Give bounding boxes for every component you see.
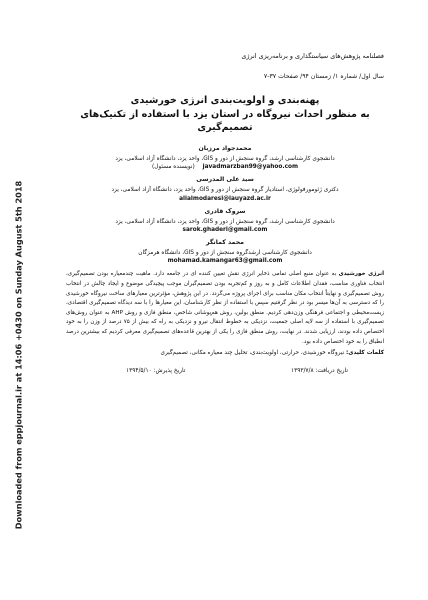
journal-name: فصلنامه پژوهش‌های سیاستگذاری و برنامه‌ریزی انرژی: [241, 52, 384, 60]
author-name: سید علی المدرسی: [196, 176, 254, 184]
paper-title: [66, 94, 384, 135]
abstract-text: به عنوان منبع اصلی تمامی ذخایر انرژی نقش تعیین کننده ای در جامعه دارد. ماهیت چندمعیاره بودن تصمیم‌گیری، انتخاب فناوری مناسب، فقدان اطلاعات کامل و به روز و کم‌تجربه بودن تصمیم‌گیران موجب پیچیدگی موضوع و ایجاد چالش در انتخاب روش تصمیم‌گیری و نهایتاً انتخاب مکان مناسب برای اجرای پروژه می‌گردد. در این پژوهش، مؤثرترین معیارهای ساخت نیروگاه خورشیدی را که دسترسی به آن‌ها میسر بود در نظر گرفتیم سپس با استفاده از نظر کارشناسان، این معیارها را با سه دیدگاه تصمیم‌گیری اقتصادی، زیست‌محیطی و اجتماعی فرهنگی وزن‌دهی کردیم. منطق بولین، روش هم‌پوشانی شاخص، منطق فازی و روش AHP به عنوان روش‌های تصمیم‌گیری با استفاده از سه لایه اصلی جمعیت، نزدیکی به خطوط انتقال نیرو و نزدیکی به راه که بیش از ۷۵ درصد از وزن را به خود اختصاص داده بودند، ارزیابی شدند. در نهایت، روش منطق فازی را یکی از بهترین قاعده‌های تصمیم‌گیری معرفی کردیم که بیشترین درصد انطباق را به خود اختصاص داده بود.: [66, 271, 384, 345]
author-email[interactable]: javadmarzban99@yahoo.com: [202, 164, 299, 171]
issue-info: سال اول/ شماره ۱/ زمستان ۹۴/ صفحات ۳۷-۷: [263, 72, 384, 80]
abstract: [66, 270, 384, 347]
received-date: تاریخ دریافت: ۱۳۹۳/۷/۸: [291, 368, 348, 375]
keywords-text: نیروگاه خورشیدی، حرارتی، اولویت‌بندی، تحلیل چند معیاره مکانی، تصمیم‌گیری: [160, 350, 346, 357]
author-name: محمدجواد مرزبان: [198, 144, 252, 152]
download-watermark: [8, 120, 28, 590]
corresponding-author-note: (نویسنده مسئول): [151, 164, 195, 171]
author-email[interactable]: sarok.ghaderi@gmail.com: [182, 226, 268, 233]
accepted-date: تاریخ پذیرش: ۱۳۹۴/۵/۱۰: [126, 368, 186, 375]
author-affiliation: دانشجوی کارشناسی ارشد، گروه سنجش از دور و GIS، واحد یزد، دانشگاه آزاد اسلامی، یزد: [115, 218, 335, 225]
paper-content: [66, 52, 384, 374]
author-email-row: [66, 164, 384, 170]
paper-title-line-2: به منظور احداث نیروگاه در استان یزد با استفاده از تکنیک‌های تصمیم‌گیری: [80, 108, 370, 134]
author-block: [66, 208, 384, 233]
author-block: [66, 239, 384, 264]
keywords-label: کلمات کلیدی:: [346, 350, 384, 357]
submission-dates: [66, 368, 384, 374]
author-email[interactable]: mohamad.kamangar63@gmail.com: [167, 258, 283, 265]
abstract-lead: انرژی خورشیدی: [338, 271, 384, 278]
author-block: [66, 145, 384, 170]
author-email[interactable]: alialmodaresi@iauyazd.ac.ir: [179, 195, 271, 202]
author-affiliation: دکتری ژئومورفولوژی، استادیار گروه سنجش از دور و GIS، واحد یزد، دانشگاه آزاد اسلامی، یزد: [111, 187, 339, 194]
keywords: [66, 349, 384, 358]
author-affiliation: دانشجوی کارشناسی ارشدگروه سنجش از دور و GIS، دانشگاه هرمزگان: [138, 249, 312, 256]
author-block: [66, 176, 384, 201]
author-affiliation: دانشجوی کارشناسی ارشد، گروه سنجش از دور و GIS، واحد یزد، دانشگاه آزاد اسلامی، یزد: [115, 155, 335, 162]
author-name: سروک قادری: [204, 207, 246, 215]
author-name: محمد کمانگر: [205, 238, 244, 246]
paper-title-line-1: پهنه‌بندی و اولویت‌بندی انرژی خورشیدی: [130, 94, 320, 106]
download-watermark-text: Downloaded from eppjournal.ir at 14:06 +0430 on Sunday August 5th 2018: [13, 180, 23, 530]
author-list: [66, 145, 384, 265]
